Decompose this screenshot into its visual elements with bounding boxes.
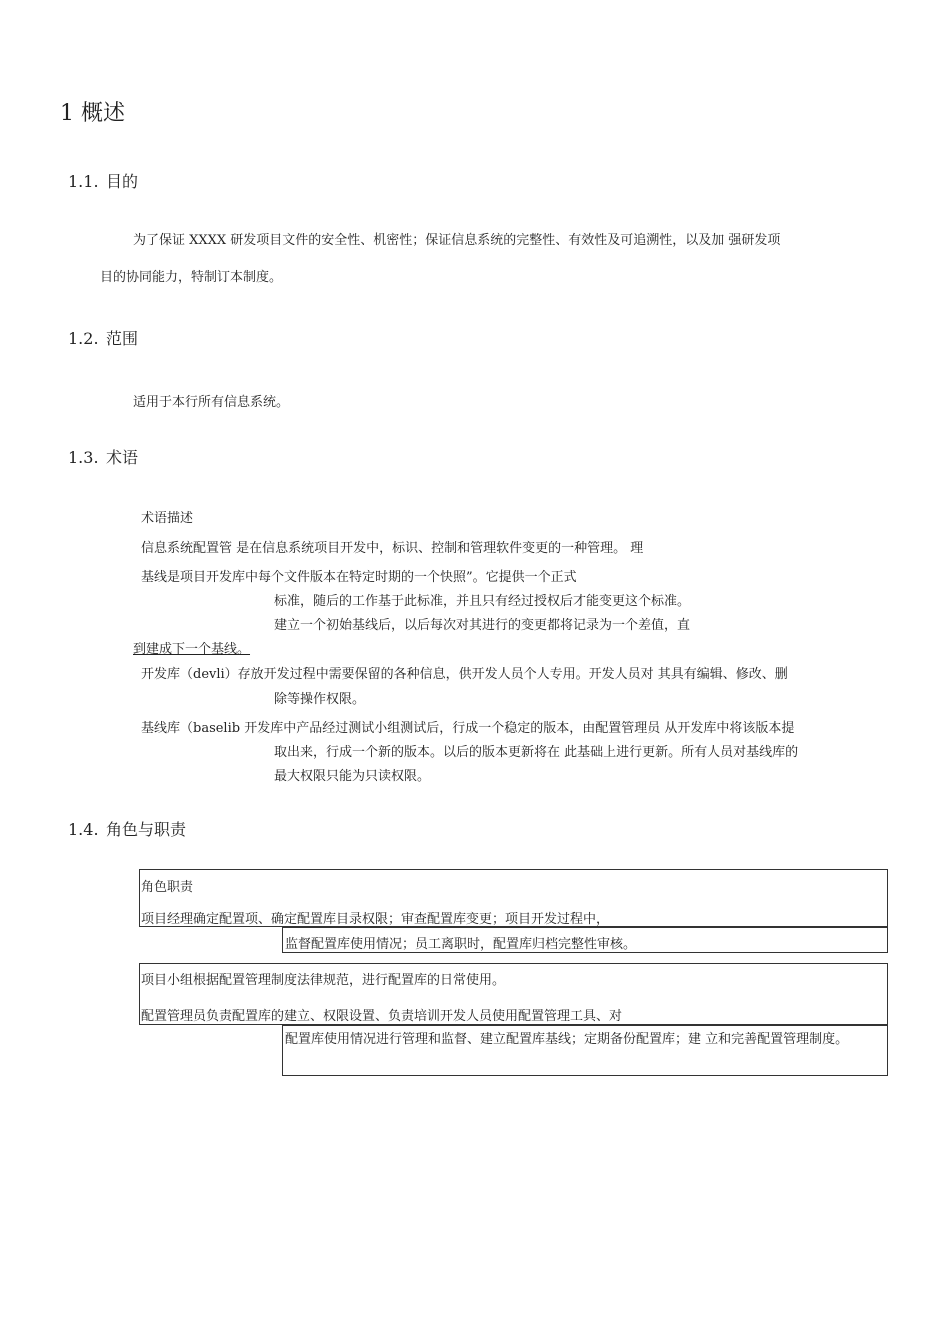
roles-table-row-pm: 项目经理确定配置项、确定配置库目录权限；审查配置库变更；项目开发过程中，	[141, 912, 610, 927]
term-devlib-line2: 除等操作权限。	[274, 692, 366, 707]
main-heading-number: 1	[60, 101, 74, 126]
section-number: 1.2.	[68, 329, 99, 348]
section-heading-scope	[68, 326, 138, 349]
term-devlib-line1: 开发库（devli）存放开发过程中需要保留的各种信息，供开发人员个人专用。开发人员对 其具有编辑、修改、删	[141, 667, 788, 682]
terms-header: 术语描述	[141, 511, 194, 526]
term-baselib-line2: 取出来，行成一个新的版本。以后的版本更新将在 此基础上进行更新。所有人员对基线库的	[274, 745, 799, 760]
roles-table-row-team: 项目小组根据配置管理制度法律规范，进行配置库的日常使用。	[141, 973, 506, 988]
main-heading	[60, 96, 125, 127]
section-number: 1.3.	[68, 448, 99, 467]
section-title: 术语	[106, 448, 139, 467]
term-config-management: 信息系统配置管 是在信息系统项目开发中，标识、控制和管理软件变更的一种管理。 理	[141, 541, 644, 556]
section-heading-purpose	[68, 169, 138, 192]
term-baseline-line4: 到建成下一个基线。	[133, 642, 251, 657]
section-title: 角色与职责	[106, 820, 187, 839]
section-number: 1.4.	[68, 820, 99, 839]
term-baseline-line2: 标准，随后的工作基于此标准，并且只有经过授权后才能变更这个标准。	[274, 594, 691, 609]
main-heading-title: 概述	[81, 101, 126, 126]
roles-table-row-pm-cont: 监督配置库使用情况；员工离职时，配置库归档完整性审核。	[285, 937, 637, 952]
roles-table-row-cm-cont: 配置库使用情况进行管理和监督、建立配置库基线；定期备份配置库；建 立和完善配置管理制度。	[285, 1032, 849, 1047]
roles-table-row-cm: 配置管理员负责配置库的建立、权限设置、负责培训开发人员使用配置管理工具、对	[141, 1009, 623, 1024]
section-heading-terms	[68, 445, 138, 468]
purpose-paragraph-line1: 为了保证 XXXX 研发项目文件的安全性、机密性；保证信息系统的完整性、有效性及可追溯性，以及加 强研发项	[133, 233, 781, 248]
term-baseline-line1: 基线是项目开发库中每个文件版本在特定时期的一个快照”。它提供一个正式	[141, 570, 577, 585]
purpose-paragraph-line2: 目的协同能力，特制订本制度。	[100, 270, 283, 285]
roles-table-header: 角色职责	[141, 880, 194, 895]
term-baseline-line3: 建立一个初始基线后，以后每次对其进行的变更都将记录为一个差值，直	[274, 618, 691, 633]
section-number: 1.1.	[68, 172, 99, 191]
section-heading-roles	[68, 817, 186, 840]
term-baselib-line3: 最大权限只能为只读权限。	[274, 769, 431, 784]
scope-paragraph: 适用于本行所有信息系统。	[133, 395, 290, 410]
section-title: 范围	[106, 329, 139, 348]
term-baselib-line1: 基线库（baselib 开发库中产品经过测试小组测试后，行成一个稳定的版本，由配置管理员 从开发库中将该版本提	[141, 721, 795, 736]
section-title: 目的	[106, 172, 139, 191]
